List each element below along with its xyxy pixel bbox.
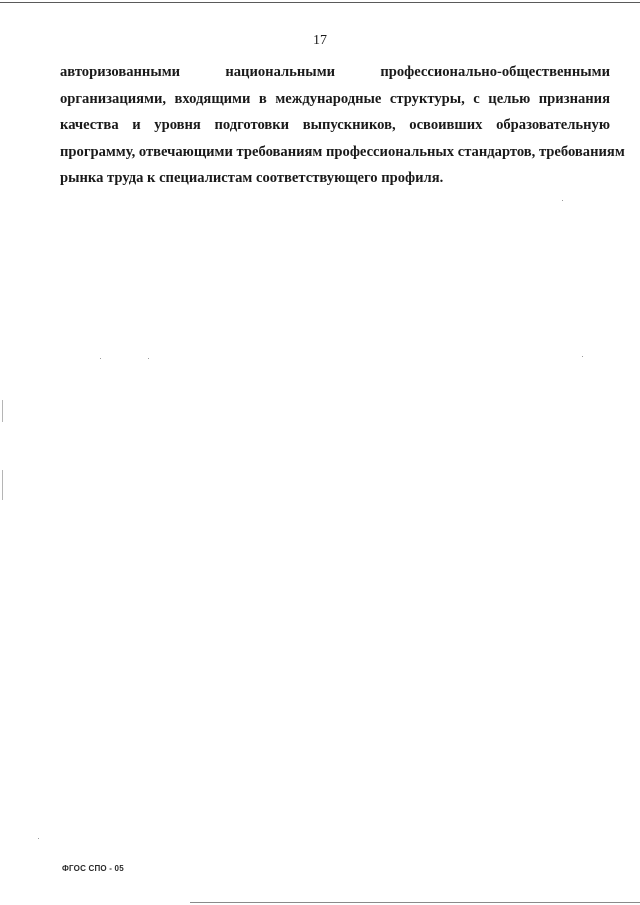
body-paragraph (60, 64, 625, 197)
scan-edge-top (0, 2, 640, 3)
paragraph-line: авторизованными национальными профессионально-общественными (60, 64, 610, 80)
scan-speck (38, 838, 39, 839)
scan-speck (562, 200, 563, 201)
scan-speck (100, 358, 101, 359)
scan-edge-mark (2, 470, 3, 500)
document-code: ФГОС СПО - 05 (62, 864, 124, 873)
scan-speck (148, 358, 149, 359)
paragraph-line: рынка труда к специалистам соответствующего профиля. (60, 170, 444, 186)
paragraph-line: организациями, входящими в международные структуры, с целью признания (60, 90, 610, 107)
paragraph-line: программу, отвечающими требованиям профессиональных стандартов, требованиям (60, 143, 625, 160)
scan-speck (582, 356, 583, 357)
scan-edge-bottom (190, 902, 640, 903)
paragraph-line: качества и уровня подготовки выпускников, освоивших образовательную (60, 117, 610, 133)
scan-edge-mark (2, 400, 3, 422)
page-number: 17 (313, 33, 327, 48)
